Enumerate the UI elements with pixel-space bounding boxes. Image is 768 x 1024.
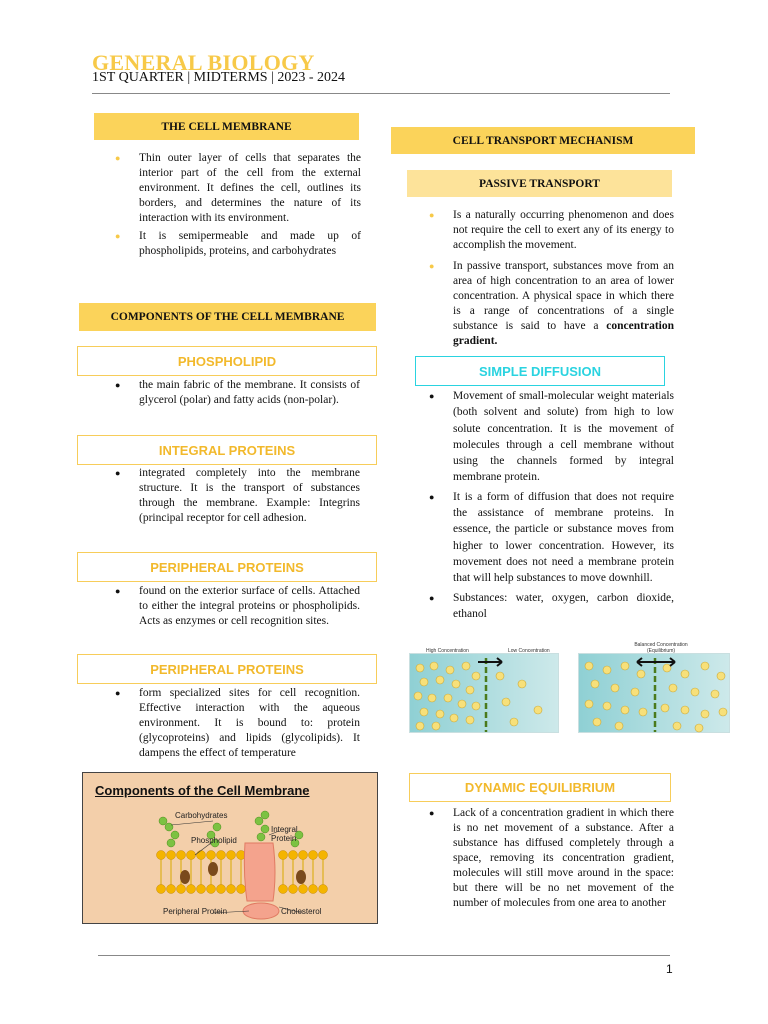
- header-divider: [92, 93, 670, 94]
- components-heading: COMPONENTS OF THE CELL MEMBRANE: [79, 303, 376, 331]
- list-item: ● Thin outer layer of cells that separates the interior part of the cell from the external environment. It defines the cell, outlines its borders, and determines the nature of its interaction with its environment.: [139, 151, 361, 226]
- list-item: ● Lack of a concentration gradient in which there is no net movement of a substance. After a substance has diffused completely through a space, removing its concentration gradient, molecules will still move around in the space: but there will be no net movement of the number of molecules from one area to another: [453, 806, 674, 911]
- membrane-illustration: [83, 773, 378, 924]
- list-item: [453, 259, 674, 349]
- document-title: GENERAL BIOLOGY: [92, 50, 315, 75]
- list-item: ● found on the exterior surface of cells. Attached to either the integral proteins or phospholipids. Acts as enzymes or cell recognition sites.: [139, 584, 360, 629]
- concentration-gradient-term: concentration gradient.: [453, 320, 674, 347]
- list-item: ● Substances: water, oxygen, carbon dioxide, ethanol: [453, 590, 674, 623]
- low-concentration-label: Low Concentration: [508, 648, 550, 654]
- list-item: ● Is a naturally occurring phenomenon and does not require the cell to exert any of its energy to accomplish the movement.: [453, 208, 674, 253]
- peripheral-proteins-label: PERIPHERAL PROTEINS: [77, 552, 377, 582]
- integral-proteins-label: INTEGRAL PROTEINS: [77, 435, 377, 465]
- cell-membrane-list: [139, 151, 361, 262]
- diffusion-figure-gradient: [409, 648, 559, 733]
- list-item: ● the main fabric of the membrane. It consists of glycerol (polar) and fatty acids (non-polar).: [139, 378, 360, 408]
- list-item: ● It is a form of diffusion that does not require the assistance of membrane proteins. In essence, the particle or substance moves from higher to lower concentration. However, its movement does not need a membrane protein that will help substances to move downhill.: [453, 489, 674, 587]
- diffusion-figure-equilibrium: [578, 642, 730, 733]
- document-subtitle: 1ST QUARTER | MIDTERMS | 2023 - 2024: [92, 70, 346, 85]
- figure-title: Components of the Cell Membrane: [95, 783, 310, 798]
- cell-membrane-figure: [82, 772, 378, 924]
- page-number: 1: [666, 962, 673, 976]
- peripheral-protein-fig-label: Peripheral Protein: [163, 907, 228, 916]
- passive-transport-heading: PASSIVE TRANSPORT: [407, 170, 672, 197]
- phospholipid-fig-label: Phospholipid: [191, 836, 237, 845]
- phospholipid-label: PHOSPHOLIPID: [77, 346, 377, 376]
- cell-transport-heading: CELL TRANSPORT MECHANISM: [391, 127, 695, 154]
- integral-protein-fig-label: Integral Protein: [271, 825, 298, 843]
- cell-membrane-heading: THE CELL MEMBRANE: [94, 113, 359, 140]
- list-item: ● It is semipermeable and made up of phospholipids, proteins, and carbohydrates: [139, 229, 361, 259]
- passive-transport-text: In passive transport, substances move from an area of high concentration to an area of lower concentration. A physical space in which there is a range of concentrations of a single substance is said to have a: [453, 260, 674, 332]
- peripheral-proteins-label-2: PERIPHERAL PROTEINS: [77, 654, 377, 684]
- balanced-concentration-label: Balanced Concentration (Equilibrium): [634, 642, 688, 654]
- peripheral-proteins-list-2: [139, 686, 360, 764]
- passive-transport-list: [453, 208, 674, 352]
- high-concentration-label: High Concentration: [426, 648, 469, 654]
- cholesterol-fig-label: Cholesterol: [281, 907, 322, 916]
- integral-proteins-list: [139, 466, 360, 529]
- phospholipid-list: [139, 378, 360, 411]
- dynamic-equilibrium-list: [453, 806, 674, 914]
- footer-divider: [98, 955, 670, 956]
- list-item: ● Movement of small-molecular weight materials (both solvent and solute) from high to low solute concentration. It is the movement of molecules through a cell membrane without using the channels formed by integral membrane protein.: [453, 388, 674, 486]
- simple-diffusion-label: SIMPLE DIFFUSION: [415, 356, 665, 386]
- peripheral-proteins-list: [139, 584, 360, 632]
- list-item: ● form specialized sites for cell recognition. Effective interaction with the aqueous environment. It is bound to: protein (glycoproteins) and lipids (glycolipids). It dampens the effect of temperature: [139, 686, 360, 761]
- simple-diffusion-list: [453, 388, 674, 625]
- list-item: ● integrated completely into the membrane structure. It is the transport of substances through the membrane. Example: Integrins (principal receptor for cell adhesion.: [139, 466, 360, 526]
- dynamic-equilibrium-label: DYNAMIC EQUILIBRIUM: [409, 773, 671, 802]
- carbohydrates-label: Carbohydrates: [175, 811, 228, 820]
